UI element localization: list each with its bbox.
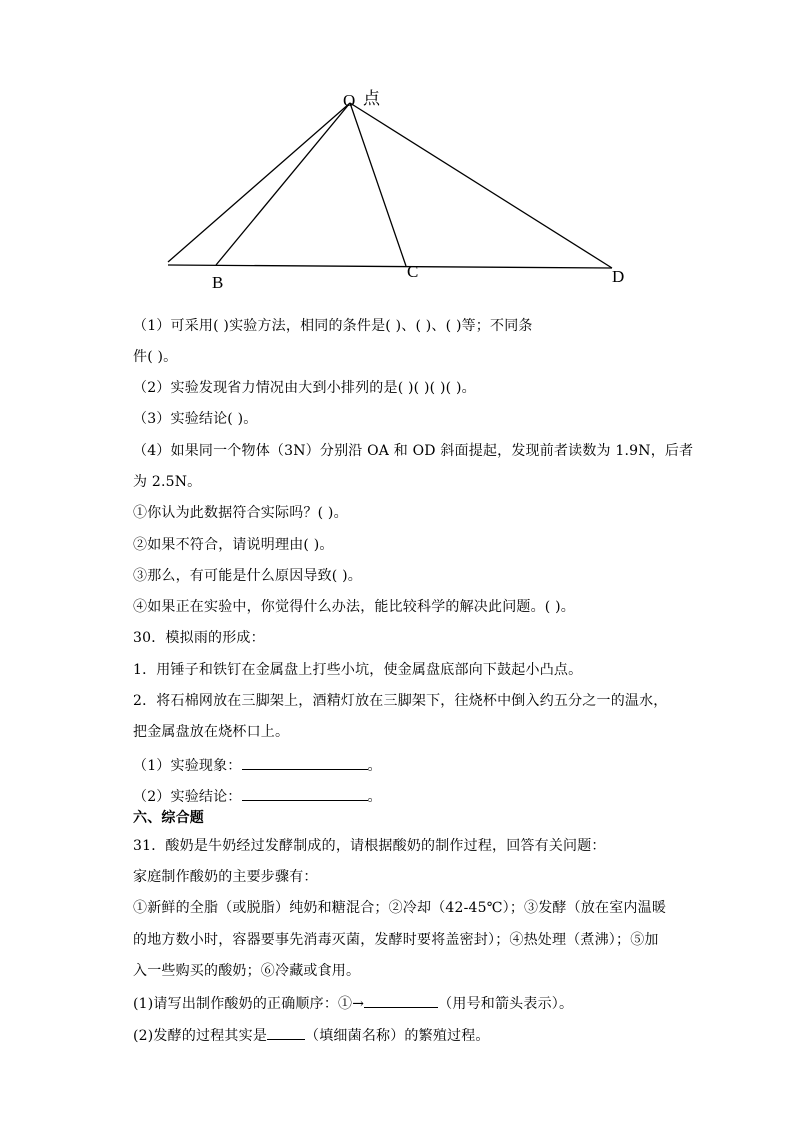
q31-steps-title: 家庭制作酸奶的主要步骤有： xyxy=(133,869,318,885)
q31-question1-blank[interactable] xyxy=(364,992,438,1008)
q30-answer2-label: （2）实验结论： xyxy=(133,789,242,805)
label-c: C xyxy=(407,262,419,281)
q29-sub2: ②如果不符合，请说明理由( )。 xyxy=(133,537,334,553)
q30-answer2 xyxy=(133,785,382,807)
incline-oa xyxy=(168,103,350,262)
q29-sub4: ④如果正在实验中，你觉得什么办法，能比较科学的解决此问题。( )。 xyxy=(133,599,575,615)
q29-part2: （2）实验发现省力情况由大到小排列的是( )( )( )( )。 xyxy=(133,380,476,396)
q31-intro: 31．酸奶是牛奶经过发酵制成的，请根据酸奶的制作过程，回答有关问题： xyxy=(133,838,606,854)
q29-sub1: ①你认为此数据符合实际吗？( )。 xyxy=(133,505,348,521)
q31-steps-line3: 入一些购买的酸奶；⑥冷藏或食用。 xyxy=(133,963,361,979)
q31-question1 xyxy=(133,992,573,1014)
q30-title: 30．模拟雨的形成： xyxy=(133,630,265,646)
q30-answer2-blank[interactable] xyxy=(242,785,368,801)
q30-step2-line1: 2．将石棉网放在三脚架上，酒精灯放在三脚架下，往烧杯中倒入约五分之一的温水， xyxy=(133,693,668,709)
incline-oc xyxy=(350,103,406,266)
q31-question2-text: (2)发酵的过程其实是 xyxy=(133,1028,268,1044)
q31-question1-end: （用号和箭头表示）。 xyxy=(438,996,574,1012)
q30-answer2-end: 。 xyxy=(367,789,382,805)
q29-part1-line1: （1）可采用( )实验方法，相同的条件是( )、( )、( )等；不同条 xyxy=(133,318,533,334)
q30-answer1-end: 。 xyxy=(367,758,382,774)
incline-diagram xyxy=(0,0,794,300)
incline-ob xyxy=(216,103,350,265)
q30-step2-line2: 把金属盘放在烧杯口上。 xyxy=(133,724,290,740)
q30-answer1-blank[interactable] xyxy=(242,754,368,770)
q29-part3: （3）实验结论( )。 xyxy=(133,411,258,427)
q31-question2-blank[interactable] xyxy=(267,1024,305,1040)
q29-part4-line1: （4）如果同一个物体（3N）分别沿 OA 和 OD 斜面提起，发现前者读数为 1.9N，后者 xyxy=(133,443,694,459)
q31-question2 xyxy=(133,1024,490,1046)
incline-od xyxy=(350,103,612,268)
q29-sub3: ③那么，有可能是什么原因导致( )。 xyxy=(133,568,362,584)
q31-steps-line1: ①新鲜的全脂（或脱脂）纯奶和糖混合；②冷却（42-45℃）；③发酵（放在室内温暖 xyxy=(133,900,667,916)
q29-part4-line2: 为 2.5N。 xyxy=(133,474,202,490)
q31-question1-text: (1)请写出制作酸奶的正确顺序：①→ xyxy=(133,996,365,1012)
section-heading: 六、综合题 xyxy=(133,810,204,826)
label-b: B xyxy=(212,273,224,292)
q29-part1-line2: 件( )。 xyxy=(133,349,178,365)
q30-step1: 1．用锤子和铁钉在金属盘上打些小坑，使金属盘底部向下鼓起小凸点。 xyxy=(133,662,583,678)
label-d: D xyxy=(612,267,625,286)
q31-steps-line2: 的地方数小时，容器要事先消毒灭菌，发酵时要将盖密封）；④热处理（煮沸）；⑤加 xyxy=(133,932,659,948)
label-o-suffix: 点 xyxy=(363,89,380,108)
ground-line xyxy=(168,265,612,268)
label-o: O xyxy=(343,91,356,110)
q31-question2-end: （填细菌名称）的繁殖过程。 xyxy=(305,1028,490,1044)
q30-answer1-label: （1）实验现象： xyxy=(133,758,242,774)
q30-answer1 xyxy=(133,754,382,776)
